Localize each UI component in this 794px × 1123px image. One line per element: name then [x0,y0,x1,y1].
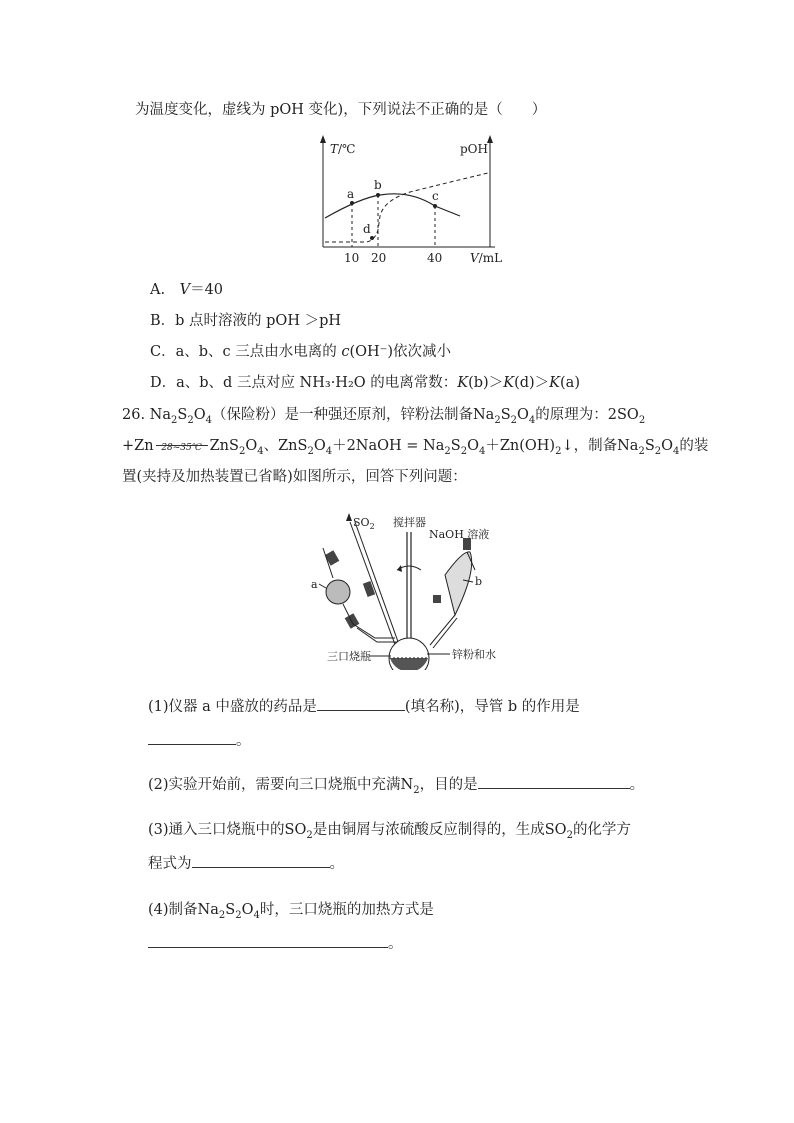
subq-4-line2: 。 [148,933,403,954]
svg-text:T/℃ [330,142,355,156]
answer-blank-3[interactable] [192,853,330,868]
option-d: D．a、b、d 三点对应 NH₃·H₂O 的电离常数：K(b)＞K(d)＞K(a) [150,375,580,391]
point-d-label: d [363,222,371,236]
label-b: b [475,575,483,588]
tick-40: 40 [427,251,443,265]
subq-1-line2: 。 [148,730,251,751]
subq-4: (4)制备$Na_2S_2O_4$时，三口烧瓶的加热方式是 [148,902,434,921]
stirrer-label: 搅拌器 [393,516,426,529]
subq-3: (3)通入三口烧瓶中的$SO_2$是由铜屑与浓硫酸反应制得的，生成$SO_2$的化学方 [148,822,631,841]
label-a: a [311,578,318,591]
answer-blank-1b[interactable] [148,730,236,745]
x-label-var: V [470,251,479,265]
temperature-curve [325,194,460,218]
y-left-label-var: T [330,142,339,156]
x-label-unit: /mL [478,251,503,265]
flask-label: 三口烧瓶 [327,650,371,663]
zinc-label: 锌粉和水 [452,648,496,661]
question-intro: 为温度变化，虚线为 pOH 变化)，下列说法不正确的是（ ） [135,102,547,118]
subq-2: (2)实验开始前，需要向三口烧瓶中充满$N_2$，目的是 。 [148,774,644,801]
subq-1: (1)仪器 a 中盛放的药品是 (填名称)，导管 b 的作用是 [148,696,580,717]
svg-text:SO2: $SO_2$ [353,516,375,531]
naoh-label: NaOH 溶液 [429,528,490,541]
apparatus-diagram [305,510,505,670]
answer-blank-4[interactable] [148,933,388,948]
y-left-label-unit: /℃ [338,142,356,156]
answer-blank-1a[interactable] [317,696,405,711]
q26-line3: 置(夹持及加热装置已省略)如图所示，回答下列问题： [122,469,467,485]
answer-blank-2[interactable] [478,774,630,789]
so2-label: SO [353,516,370,529]
point-a-label: a [347,187,355,201]
point-c-label: c [432,189,439,203]
poh-curve [325,173,488,242]
point-b-label: b [374,178,382,192]
subq-3-line2: 程式为 。 [148,853,344,874]
option-c: C．a、b、c 三点由水电离的 c(OH⁻)依次减小 [150,344,451,360]
y-right-label: pOH [460,142,488,156]
option-b: B．b 点时溶液的 pOH ＞pH [150,313,342,329]
svg-text:V/mL [470,251,502,265]
option-a: A. V＝40 [150,282,224,298]
tick-10: 10 [344,251,360,265]
q26-line1: 26. $Na_2S_2O_4$（保险粉）是一种强还原剂，锌粉法制备$Na_2S_2O_4$的原理为：$2SO_2$ [122,407,646,426]
titration-graph [300,130,530,270]
tick-20: 20 [371,251,387,265]
reaction-condition: 28~35℃ [154,449,210,450]
q26-line2: +Zn 28~35℃ $ZnS_2O_4$、$ZnS_2O_4+2NaOH$ = $Na_2S_2O_4+Zn(OH)_2↓$，制备$Na_2S_2O_4$的装 [122,438,709,457]
